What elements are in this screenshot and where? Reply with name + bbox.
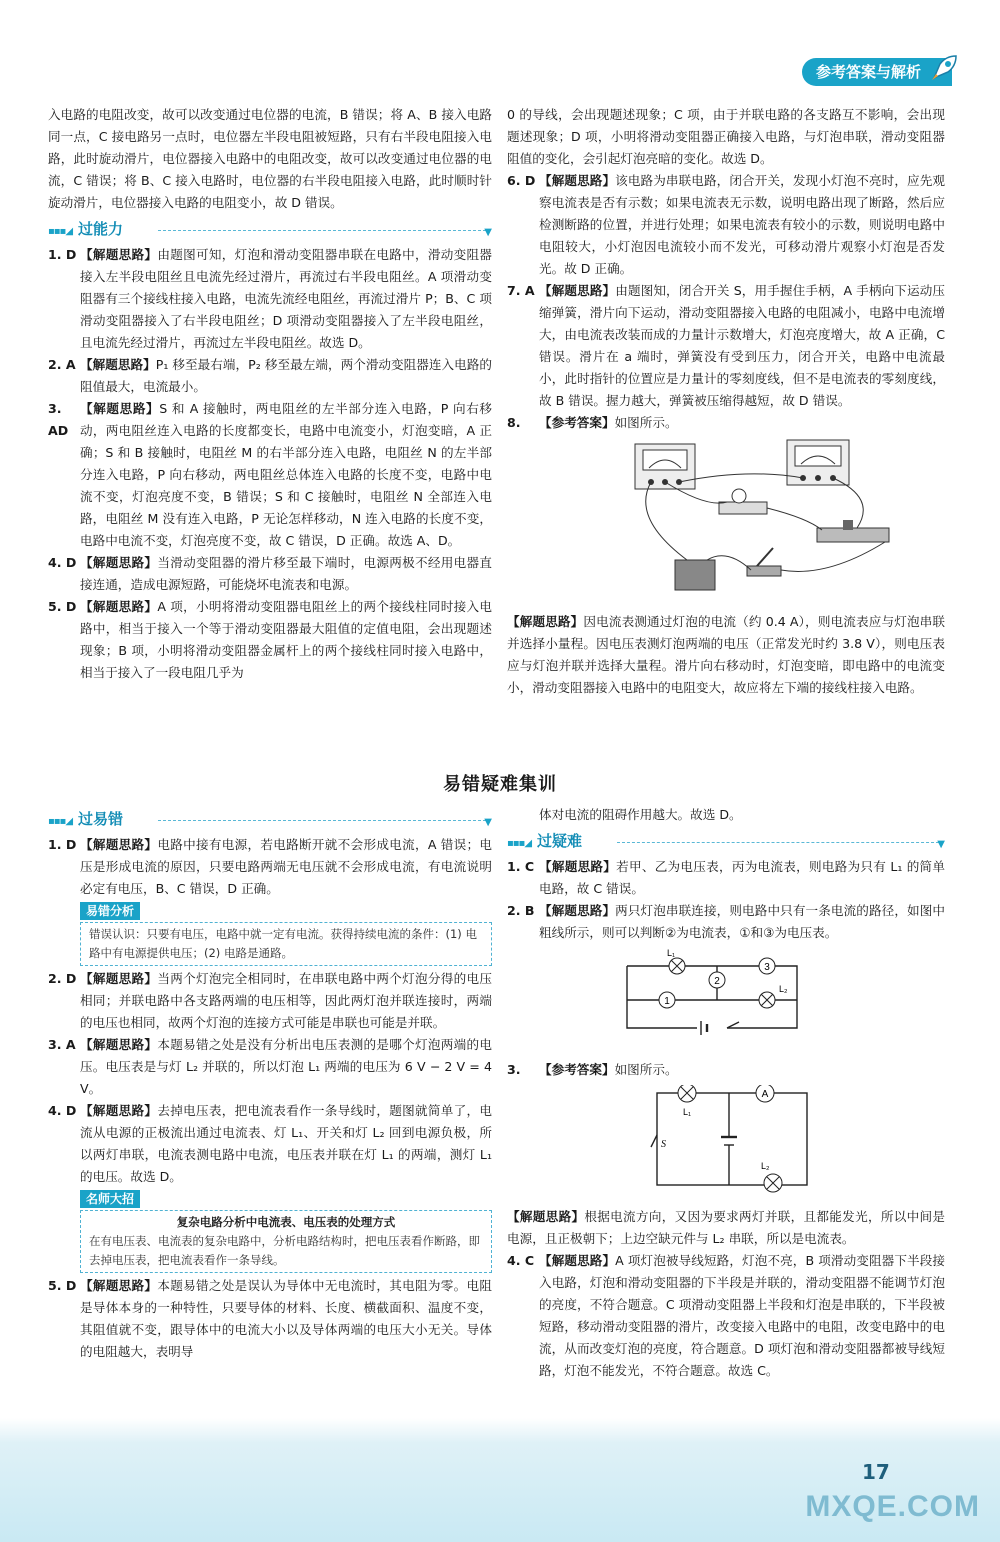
item-number: 1. D	[48, 837, 77, 852]
left-bottom-items-1	[48, 834, 492, 900]
callout-head-yicuo: 易错分析	[80, 902, 140, 920]
item-tag: 【解题思路】	[80, 401, 160, 416]
item-number: 2. A	[48, 357, 76, 372]
answer-item	[48, 1275, 492, 1363]
item-text: 去掉电压表，把电流表看作一条导线时，题图就简单了，电流从电源的正极流出通过电流表、灯 L₁、开关和灯 L₂ 回到电源负极，所以两灯串联，电流表测电路中电流，电压表并联在灯 L₁ 的两端，测灯 L₁ 的电压。故选 D。	[80, 1103, 493, 1184]
item-number: 4. D	[48, 555, 77, 570]
item-tag: 【解题思路】	[539, 173, 616, 188]
section-dots-icon: ▪▪▪◢	[507, 838, 532, 849]
rocket-icon	[926, 52, 960, 86]
item-text: 如图所示。	[614, 1062, 678, 1077]
answer-item	[507, 1250, 945, 1382]
circuit-photo-figure	[627, 438, 927, 598]
header-tab: 参考答案与解析	[802, 58, 952, 86]
answer-item	[507, 280, 945, 412]
left-bottom-items-2	[48, 968, 492, 1188]
item-number: 8.	[507, 415, 521, 430]
item-body	[539, 1250, 945, 1382]
item-body	[539, 412, 945, 434]
item-tag: 【解题思路】	[80, 971, 158, 986]
left-continuation: 入电路的电阻改变，故可以改变通过电位器的电流，B 错误；将 A、B 接入电路同一点，C 接电路另一点时，电位器左半段电阻被短路，只有右半段电阻接入电路，此时旋动滑片，电位器接入电路中的电阻改变，故可以改变通过电位器的电流，C 错误；将 B、C 接入电路时，电位器的右半段电阻接入电路，此时顺时针旋动滑片，电位器接入电路的电阻变小，故 D 错误。	[48, 107, 492, 210]
item-body	[80, 968, 492, 1034]
item-tag: 【解题思路】	[80, 1278, 158, 1293]
answer-item	[507, 900, 945, 944]
item-tag: 【解题思路】	[80, 1037, 158, 1052]
section-header-guonengli	[48, 218, 492, 242]
chevron-down-icon: ▼	[937, 839, 945, 850]
section-dots-icon: ▪▪▪◢	[48, 226, 73, 237]
item-body	[80, 244, 492, 354]
answer-item	[48, 354, 492, 398]
circuit-figure-2	[607, 948, 817, 1046]
callout-mingshi: 复杂电路分析中电流表、电压表的处理方式 在有电压表、电流表的复杂电路中，分析电路结构时，把电压表看作断路，即去掉电压表，把电流表看作一条导线。	[80, 1210, 492, 1273]
item-number: 2. B	[507, 903, 535, 918]
answer-item	[507, 1059, 945, 1081]
item-body	[80, 398, 492, 552]
answer-item	[507, 170, 945, 280]
item-text: 本题易错之处是没有分析出电压表测的是哪个灯泡两端的电压。电压表是与灯 L₂ 并联的，所以灯泡 L₁ 两端的电压为 6 V − 2 V = 4 V。	[80, 1037, 493, 1096]
item-body	[539, 856, 945, 900]
section-header-guoyicuo	[48, 808, 492, 832]
switch-s-label: S	[661, 1139, 666, 1150]
left-top-items	[48, 244, 492, 684]
callout-head-mingshi: 名师大招	[80, 1190, 140, 1208]
item-text: S 和 A 接触时，两电阻丝的左半部分连入电路，P 向右移动，两电阻丝连入电路的长度都变长，电路中电流变小，灯泡变暗，A 正确；S 和 B 接触时，电阻丝 M 的右半部分连入电路，电阻丝 N 的左半部分连入电路，P 向右移动，两电阻丝总体连入电路的长度不变，电路中电流不变，灯泡亮度不变，B 错误；S 和 C 接触时，电阻丝 N 全部连入电路，电阻丝 M 没有连入电路，P 无论怎样移动，N 连入电路的长度不变，电路中电流不变，灯泡亮度不变，故 C 错误，D 正确。故选 A、D。	[80, 401, 493, 548]
item-text: 当两个灯泡完全相同时，在串联电路中两个灯泡分得的电压相同；并联电路中各支路两端的电压相等，因此两灯泡并联连接时，两端的电压也相同，故两个灯泡的连接方式可能是串联也可能是并联。	[80, 971, 493, 1030]
item-number: 3. A	[48, 1037, 76, 1052]
item-body	[80, 1100, 492, 1188]
item-tag: 【解题思路】	[80, 247, 158, 262]
chevron-down-icon: ▼	[484, 817, 492, 828]
item-text: 若甲、乙为电压表，丙为电流表，则电路为只有 L₁ 的简单电路，故 C 错误。	[539, 859, 946, 896]
right-bottom-items-1	[507, 856, 945, 944]
section-dots-icon: ▪▪▪◢	[48, 816, 73, 827]
callout-title: 复杂电路分析中电流表、电压表的处理方式	[176, 1215, 396, 1229]
item-text: 当滑动变阻器的滑片移至最下端时，电源两极不经用电器直接连通，造成电源短路，可能烧坏电流表和电源。	[80, 555, 493, 592]
right-bottom-items-2	[507, 1059, 945, 1081]
item-text: A 项灯泡被导线短路，灯泡不亮，B 项滑动变阻器下半段接入电路，灯泡和滑动变阻器的下半段是并联的，滑动变阻器不能调节灯泡的亮度，不符合题意。C 项滑动变阻器上半段和灯泡是串联的，下半段被短路，移动滑动变阻器的滑片，改变接入电路中的电阻，改变电路中的电流，从而改变灯泡的亮度，符合题意。D 项灯泡和滑动变阻器都被导线短路，灯泡不能发光，不符合题意。故选 C。	[539, 1253, 946, 1378]
answer-item	[48, 244, 492, 354]
item-text: 由题图可知，灯泡和滑动变阻器串联在电路中，滑动变阻器接入左半段电阻丝且电流先经过滑片，再流过右半段电阻丝。A 项滑动变阻器有三个接线柱接入电路，电流先流经电阻丝，再流过滑片 P；B、C 项滑动变阻器接入了右半段电阻丝；D 项滑动变阻器接入了左半段电阻丝，且电流先经过滑片，再流过左半段电阻丝。故选 D。	[80, 247, 493, 350]
item-number: 1. C	[507, 859, 535, 874]
left-bottom-column	[48, 804, 492, 1363]
section-rule	[158, 820, 486, 821]
item-number: 5. D	[48, 599, 77, 614]
answer-item	[507, 856, 945, 900]
item-body	[80, 1034, 492, 1100]
section-title: 过能力	[78, 220, 124, 238]
mid-title: 易错疑难集训	[443, 774, 557, 795]
answer-item	[48, 1034, 492, 1100]
answer-item	[48, 1100, 492, 1188]
section-title: 过易错	[78, 810, 124, 828]
item-body	[80, 834, 492, 900]
item-body	[539, 900, 945, 944]
left-bottom-items-3	[48, 1275, 492, 1363]
section-header-guoyinan	[507, 830, 945, 854]
item3-explain: 【解题思路】根据电流方向，又因为要求两灯并联，且都能发光，所以中间是电源，且正极朝下；上边空缺元件与 L₂ 串联，所以是电流表。	[507, 1209, 946, 1246]
item-body	[80, 596, 492, 684]
meter-3-label: 3	[764, 962, 770, 973]
item-tag: 【解题思路】	[80, 837, 158, 852]
right-continuation: 0 的导线，会出现题述现象；C 项，由于并联电路的各支路互不影响，会出现题述现象；D 项，小明将滑动变阻器正确接入电路，与灯泡串联，滑动变阻器阻值的变化，会引起灯泡亮暗的变化。故选 D。	[507, 107, 945, 166]
item-body	[539, 170, 945, 280]
answer-item	[48, 552, 492, 596]
item-number: 7. A	[507, 283, 535, 298]
item-text: 两只灯泡串联连接，则电路中只有一条电流的路径，如图中粗线所示，则可以判断②为电流表，①和③为电压表。	[539, 903, 946, 940]
item-body	[539, 280, 945, 412]
answer-item	[507, 412, 945, 434]
item-body	[80, 552, 492, 596]
item-number: 1. D	[48, 247, 77, 262]
item-tag: 【解题思路】	[539, 283, 616, 298]
ammeter-a-label: A	[761, 1089, 769, 1100]
section-rule	[158, 230, 486, 231]
item-text: 电路中接有电源，若电路断开就不会形成电流，A 错误；电压是形成电流的原因，只要电路两端无电压就不会形成电流，有电流说明必定有电压，B、C 错误，D 正确。	[80, 837, 493, 896]
item-number: 3. AD	[48, 401, 69, 438]
section-rule	[617, 842, 939, 843]
page-number: 17	[862, 1460, 890, 1484]
item-body	[539, 1059, 945, 1081]
item-tag: 【解题思路】	[80, 1103, 158, 1118]
lamp-l2-label: L₂	[779, 984, 788, 994]
watermark-logo: MXQE.COM	[805, 1490, 980, 1523]
item-text: 如图所示。	[614, 415, 678, 430]
meter-2-label: 2	[714, 976, 720, 987]
answer-item	[48, 398, 492, 552]
item-text: 本题易错之处是误认为导体中无电流时，其电阻为零。电阻是导体本身的一种特性，只要导体的材料、长度、横截面积、温度不变，其阻值就不变，跟导体中的电流大小以及导体两端的电压大小无关。导体的电阻越大，表明导	[80, 1278, 493, 1359]
item-tag: 【解题思路】	[539, 903, 616, 918]
answer-item	[48, 834, 492, 900]
right-bottom-continuation: 体对电流的阻碍作用越大。故选 D。	[539, 807, 742, 822]
item-text: A 项，小明将滑动变阻器电阻丝上的两个接线柱同时接入电路中，相当于接入一个等于滑动变阻器最大阻值的定值电阻，会出现题述现象；B 项，小明将滑动变阻器金属杆上的两个接线柱同时接入电路中，相当于接入了一段电阻几乎为	[80, 599, 493, 680]
left-top-column	[48, 104, 492, 684]
item-body	[80, 1275, 492, 1363]
callout-yicuo: 错误认识：只要有电压，电路中就一定有电流。获得持续电流的条件：(1) 电路中有电源提供电压；(2) 电路是通路。	[80, 922, 492, 966]
item-tag: 【解题思路】	[80, 599, 158, 614]
chevron-down-icon: ▼	[484, 227, 492, 238]
item-number: 2. D	[48, 971, 77, 986]
right-bottom-items-3	[507, 1250, 945, 1382]
item-number: 4. C	[507, 1253, 535, 1268]
right-top-items	[507, 170, 945, 434]
item-text: 由题图知，闭合开关 S，用手握住手柄，A 手柄向下运动压缩弹簧，滑片向下运动，滑动变阻器接入电路的电阻减小，电路中电流增大，由电流表改装而成的力量计示数增大，灯泡亮度增大，故 A 正确，C 错误。滑片在 a 端时，弹簧没有受到压力，闭合开关，电路中电流最小，此时指针的位置应是力量计的零刻度线，但不是电流表的零刻度线，故 B 错误。握力越大，弹簧被压缩得越短，故 D 错误。	[539, 283, 945, 408]
answer-item	[48, 596, 492, 684]
item-body	[80, 354, 492, 398]
lamp-l1-label: L₁	[667, 948, 676, 958]
item-tag: 【解题思路】	[80, 555, 158, 570]
item-tag: 【参考答案】	[539, 415, 615, 430]
item-tag: 【解题思路】	[539, 1253, 616, 1268]
answer-item	[48, 968, 492, 1034]
lamp-l2-label: L₂	[761, 1161, 770, 1171]
item-tag: 【参考答案】	[539, 1062, 615, 1077]
item-number: 4. D	[48, 1103, 77, 1118]
item-tag: 【解题思路】	[80, 357, 156, 372]
right-bottom-column	[507, 804, 945, 1382]
item-tag: 【解题思路】	[539, 859, 617, 874]
item-number: 3.	[507, 1062, 521, 1077]
item-text: 该电路为串联电路，闭合开关，发现小灯泡不亮时，应先观察电流表是否有示数；如果电流表无示数，说明电路出现了断路，然后应检测断路的位置，并进行处理；如果电流表有较小的示数，则说明电路中电阻较大，小灯泡因电流较小而不发光，可移动滑片观察小灯泡是否发光。故 D 正确。	[539, 173, 946, 276]
lamp-l1-label: L₁	[683, 1107, 692, 1117]
item-text: P₁ 移至最右端，P₂ 移至最左端，两个滑动变阻器连入电路的阻值最大，电流最小。	[80, 357, 493, 394]
item-number: 6. D	[507, 173, 536, 188]
item8-explain: 【解题思路】因电流表测通过灯泡的电流（约 0.4 A），则电流表应与灯泡串联并选择小量程。因电压表测灯泡两端的电压（正常发光时约 3.8 V），则电压表应与灯泡并联并选择大量程。滑片向右移动时，灯泡变暗，即电路中的电流变小，滑动变阻器接入电路中的电阻变大，故应将左下端的接线柱接入电路。	[507, 614, 945, 695]
right-top-column	[507, 104, 945, 699]
circuit-figure-3	[647, 1085, 817, 1193]
section-title: 过疑难	[537, 832, 583, 850]
meter-1-label: 1	[664, 996, 670, 1007]
item-number: 5. D	[48, 1278, 77, 1293]
